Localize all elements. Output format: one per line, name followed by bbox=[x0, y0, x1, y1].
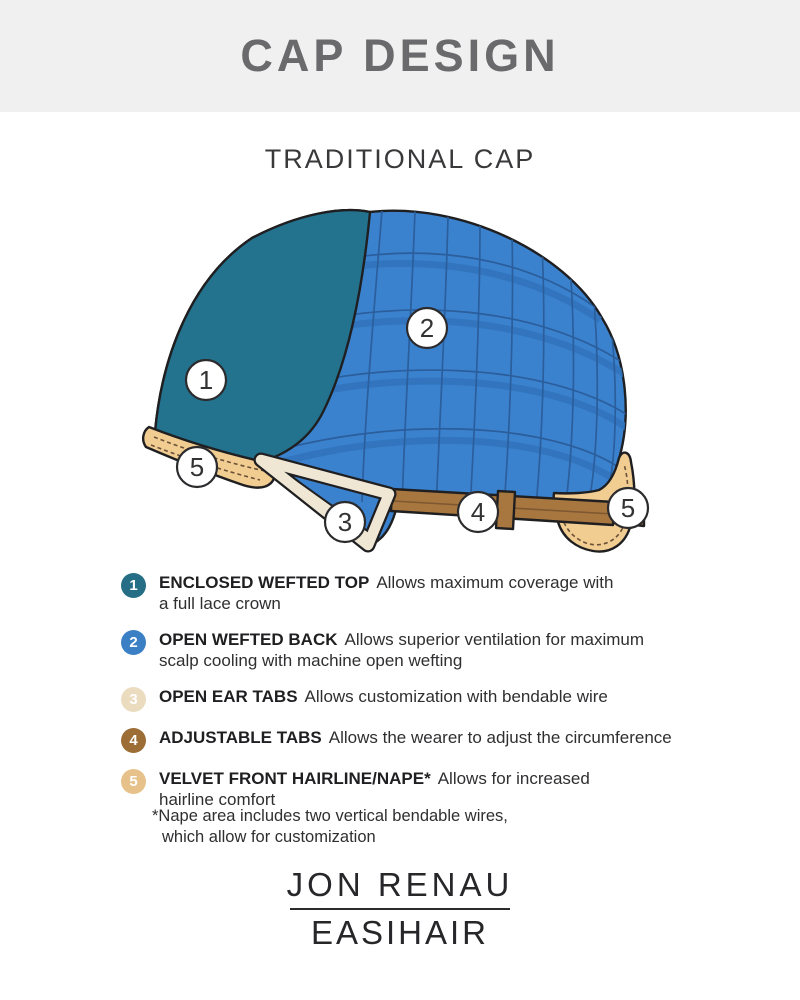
legend-text-5 bbox=[159, 768, 629, 810]
legend-item-open-ear-tabs bbox=[121, 686, 672, 712]
legend-bullet-1: 1 bbox=[121, 573, 146, 598]
footnote-line-2: which allow for customization bbox=[162, 828, 376, 846]
callout-5-left bbox=[177, 447, 217, 487]
callout-4-number: 4 bbox=[470, 497, 486, 527]
logo-divider-line bbox=[290, 908, 510, 910]
legend-text-2 bbox=[159, 629, 664, 671]
legend-bullet-5: 5 bbox=[121, 769, 146, 794]
brand-logo bbox=[0, 866, 800, 952]
legend-bullet-3: 3 bbox=[121, 687, 146, 712]
logo-jon-renau: JON RENAU bbox=[286, 866, 514, 903]
legend-desc-1: Allows maximum coverage with a full lace crown bbox=[159, 573, 614, 613]
legend-text-4 bbox=[159, 727, 672, 748]
callout-4 bbox=[458, 492, 498, 532]
cap-diagram-illustration bbox=[130, 190, 670, 570]
page-title: CAP DESIGN bbox=[240, 30, 560, 81]
legend-text-3 bbox=[159, 686, 608, 707]
legend-label-5: VELVET FRONT HAIRLINE/NAPE* bbox=[159, 769, 431, 788]
callout-3 bbox=[325, 502, 365, 542]
callout-5-left-number: 5 bbox=[189, 452, 205, 482]
legend-desc-3: Allows customization with bendable wire bbox=[304, 687, 608, 706]
legend-bullet-2: 2 bbox=[121, 630, 146, 655]
legend-desc-2: Allows superior ventilation for maximum scalp cooling with machine open wefting bbox=[159, 630, 644, 670]
callout-2 bbox=[407, 308, 447, 348]
callout-1-number: 1 bbox=[198, 365, 214, 395]
legend-item-adjustable-tabs bbox=[121, 727, 672, 753]
logo-easihair: EASIHAIR bbox=[310, 914, 490, 951]
legend-label-3: OPEN EAR TABS bbox=[159, 687, 298, 706]
legend-desc-5: Allows for increased hairline comfort bbox=[159, 769, 590, 809]
callout-5-right-number: 5 bbox=[620, 493, 636, 523]
header-band bbox=[0, 0, 800, 112]
legend-bullet-4: 4 bbox=[121, 728, 146, 753]
legend-label-1: ENCLOSED WEFTED TOP bbox=[159, 573, 370, 592]
legend-label-4: ADJUSTABLE TABS bbox=[159, 728, 322, 747]
callout-5-right bbox=[608, 488, 648, 528]
footnote-line-1: *Nape area includes two vertical bendable wires, bbox=[152, 807, 508, 825]
legend-label-2: OPEN WEFTED BACK bbox=[159, 630, 338, 649]
callout-2-number: 2 bbox=[419, 313, 435, 343]
legend-item-velvet-front-hairline bbox=[121, 768, 672, 810]
callout-1 bbox=[186, 360, 226, 400]
legend-text-1 bbox=[159, 572, 619, 614]
callout-3-number: 3 bbox=[337, 507, 353, 537]
nape-footnote bbox=[152, 806, 508, 848]
legend-item-open-wefted-back bbox=[121, 629, 672, 671]
legend-item-enclosed-wefted-top bbox=[121, 572, 672, 614]
feature-legend bbox=[121, 572, 672, 825]
legend-desc-4: Allows the wearer to adjust the circumference bbox=[328, 728, 672, 747]
diagram-subtitle: TRADITIONAL CAP bbox=[264, 144, 536, 174]
